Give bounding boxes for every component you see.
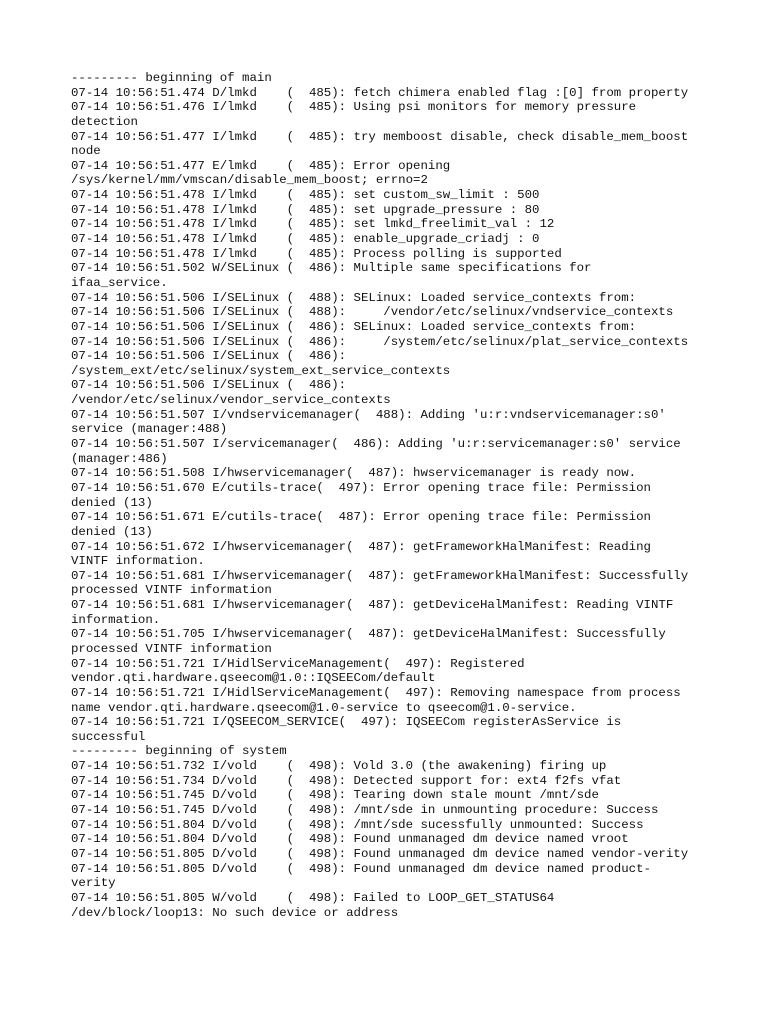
log-line: 07-14 10:56:51.670 E/cutils-trace( 497): Error opening trace file: Permission	[71, 480, 651, 495]
log-line: /vendor/etc/selinux/vendor_service_contexts	[71, 393, 391, 408]
log-line: --------- beginning of system	[71, 744, 287, 759]
log-line: successful	[71, 729, 146, 744]
log-line: verity	[71, 876, 116, 891]
log-line: 07-14 10:56:51.506 I/SELinux ( 488): /vendor/etc/selinux/vndservice_contexts	[71, 305, 674, 320]
log-line: 07-14 10:56:51.681 I/hwservicemanager( 487): getDeviceHalManifest: Reading VINTF	[71, 598, 674, 613]
log-line: 07-14 10:56:51.477 E/lmkd ( 485): Error opening	[71, 158, 451, 173]
log-line: 07-14 10:56:51.745 D/vold ( 498): /mnt/sde in unmounting procedure: Success	[71, 803, 659, 818]
log-line: processed VINTF information	[71, 641, 272, 656]
log-line: 07-14 10:56:51.478 I/lmkd ( 485): Process polling is supported	[71, 246, 562, 261]
log-line: 07-14 10:56:51.506 I/SELinux ( 486): SELinux: Loaded service_contexts from:	[71, 319, 637, 334]
log-document	[71, 71, 711, 920]
log-line: 07-14 10:56:51.502 W/SELinux ( 486): Multiple same specifications for	[71, 261, 592, 276]
log-line: 07-14 10:56:51.805 D/vold ( 498): Found unmanaged dm device named vendor-verity	[71, 846, 689, 861]
log-line: 07-14 10:56:51.671 E/cutils-trace( 487): Error opening trace file: Permission	[71, 510, 651, 525]
log-line: detection	[71, 114, 138, 129]
log-line: VINTF information.	[71, 554, 205, 569]
log-line: 07-14 10:56:51.745 D/vold ( 498): Tearing down stale mount /mnt/sde	[71, 788, 599, 803]
log-line: 07-14 10:56:51.506 I/SELinux ( 486): /system/etc/selinux/plat_service_contexts	[71, 334, 689, 349]
log-line: /system_ext/etc/selinux/system_ext_service_contexts	[71, 363, 451, 378]
log-line: 07-14 10:56:51.508 I/hwservicemanager( 487): hwservicemanager is ready now.	[71, 466, 637, 481]
log-line: /dev/block/loop13: No such device or address	[71, 905, 399, 920]
log-line: information.	[71, 612, 161, 627]
log-line: 07-14 10:56:51.478 I/lmkd ( 485): set upgrade_pressure : 80	[71, 202, 540, 217]
log-line: 07-14 10:56:51.507 I/vndservicemanager( 488): Adding 'u:r:vndservicemanager:s0'	[71, 407, 666, 422]
log-line: 07-14 10:56:51.478 I/lmkd ( 485): set lmkd_freelimit_val : 12	[71, 217, 555, 232]
log-line: 07-14 10:56:51.476 I/lmkd ( 485): Using psi monitors for memory pressure	[71, 100, 637, 115]
log-line: 07-14 10:56:51.805 W/vold ( 498): Failed to LOOP_GET_STATUS64	[71, 890, 555, 905]
log-line: node	[71, 144, 101, 159]
log-line: 07-14 10:56:51.478 I/lmkd ( 485): set custom_sw_limit : 500	[71, 188, 540, 203]
log-line: 07-14 10:56:51.732 I/vold ( 498): Vold 3.0 (the awakening) firing up	[71, 759, 607, 774]
log-line: service (manager:488)	[71, 422, 228, 437]
log-line: 07-14 10:56:51.672 I/hwservicemanager( 487): getFrameworkHalManifest: Reading	[71, 539, 651, 554]
log-line: 07-14 10:56:51.507 I/servicemanager( 486): Adding 'u:r:servicemanager:s0' service	[71, 437, 681, 452]
log-line: processed VINTF information	[71, 583, 272, 598]
log-line: 07-14 10:56:51.734 D/vold ( 498): Detected support for: ext4 f2fs vfat	[71, 773, 622, 788]
log-line: 07-14 10:56:51.506 I/SELinux ( 486):	[71, 378, 347, 393]
log-line: 07-14 10:56:51.805 D/vold ( 498): Found unmanaged dm device named product-	[71, 861, 651, 876]
log-line: 07-14 10:56:51.721 I/HidlServiceManagement( 497): Registered	[71, 656, 525, 671]
log-line: 07-14 10:56:51.478 I/lmkd ( 485): enable_upgrade_criadj : 0	[71, 232, 540, 247]
log-line: (manager:486)	[71, 451, 168, 466]
log-line: 07-14 10:56:51.705 I/hwservicemanager( 487): getDeviceHalManifest: Successfully	[71, 627, 666, 642]
log-line: denied (13)	[71, 495, 153, 510]
log-line: 07-14 10:56:51.721 I/HidlServiceManagement( 497): Removing namespace from process	[71, 685, 681, 700]
log-line: ifaa_service.	[71, 275, 168, 290]
log-line: 07-14 10:56:51.474 D/lmkd ( 485): fetch chimera enabled flag :[0] from property	[71, 85, 689, 100]
log-line: 07-14 10:56:51.804 D/vold ( 498): Found unmanaged dm device named vroot	[71, 832, 629, 847]
log-line: 07-14 10:56:51.506 I/SELinux ( 488): SELinux: Loaded service_contexts from:	[71, 290, 637, 305]
log-line: /sys/kernel/mm/vmscan/disable_mem_boost; errno=2	[71, 173, 428, 188]
log-line: 07-14 10:56:51.506 I/SELinux ( 486):	[71, 349, 347, 364]
log-line: denied (13)	[71, 524, 153, 539]
log-line: 07-14 10:56:51.477 I/lmkd ( 485): try memboost disable, check disable_mem_boost	[71, 129, 689, 144]
log-line: 07-14 10:56:51.681 I/hwservicemanager( 487): getFrameworkHalManifest: Successfully	[71, 568, 689, 583]
log-line: name vendor.qti.hardware.qseecom@1.0-service to qseecom@1.0-service.	[71, 700, 577, 715]
log-line: vendor.qti.hardware.qseecom@1.0::IQSEECom/default	[71, 671, 436, 686]
log-line: 07-14 10:56:51.721 I/QSEECOM_SERVICE( 497): IQSEECom registerAsService is	[71, 715, 622, 730]
log-line: --------- beginning of main	[71, 71, 272, 85]
log-line: 07-14 10:56:51.804 D/vold ( 498): /mnt/sde sucessfully unmounted: Success	[71, 817, 644, 832]
